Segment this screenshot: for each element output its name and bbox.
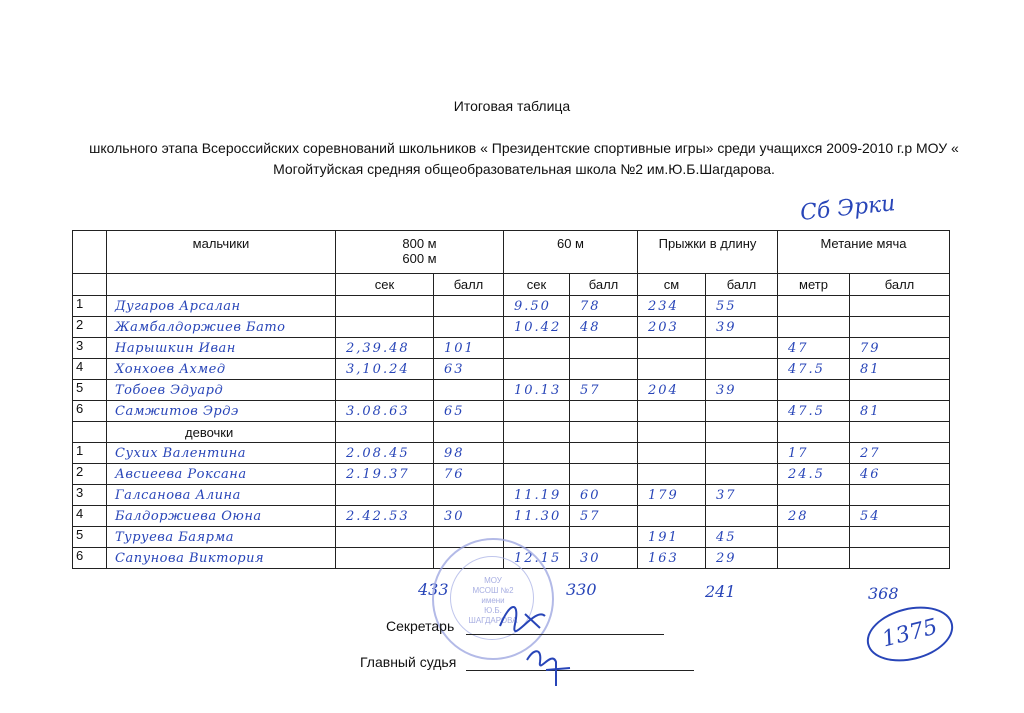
result-throw: 24.5	[778, 464, 850, 485]
points-800	[434, 317, 504, 338]
document-subtitle: школьного этапа Всероссийских соревнований школьников « Президентские спортивные игры» среди учащихся 2009-2010 г.р МОУ « Могойтуйская средняя общеобразовательная школа №2 им.Ю.Б.Шагдарова.	[89, 140, 959, 177]
points-jump	[706, 443, 778, 464]
table-row	[73, 401, 950, 422]
athlete-name: Тобоев Эдуард	[107, 380, 336, 401]
result-800: 3,10.24	[336, 359, 434, 380]
stamp-line: МОУ	[484, 576, 502, 585]
athlete-name: Хонхоев Ахмед	[107, 359, 336, 380]
empty-cell	[638, 422, 706, 443]
secretary-label: Секретарь	[386, 618, 455, 634]
result-800: 2.42.53	[336, 506, 434, 527]
points-jump	[706, 338, 778, 359]
result-jump: 203	[638, 317, 706, 338]
row-number: 5	[73, 527, 107, 548]
points-800	[434, 380, 504, 401]
points-throw	[850, 317, 950, 338]
athlete-name: Авсиеева Роксана	[107, 464, 336, 485]
result-60: 11.19	[504, 485, 570, 506]
header-800m-line1: 800 м	[402, 236, 437, 251]
result-60: 9.50	[504, 296, 570, 317]
points-jump: 29	[706, 548, 778, 569]
points-800: 98	[434, 443, 504, 464]
stamp-line: Ю.Б.	[484, 606, 502, 615]
header-600m-line2: 600 м	[402, 251, 437, 266]
points-throw	[850, 527, 950, 548]
result-60	[504, 401, 570, 422]
result-800: 2.08.45	[336, 443, 434, 464]
athlete-name: Самжитов Эрдэ	[107, 401, 336, 422]
result-60	[504, 359, 570, 380]
girls-section-row	[73, 422, 950, 443]
subheader-blank	[73, 274, 107, 296]
result-60	[504, 443, 570, 464]
header-long-jump: Прыжки в длину	[638, 231, 778, 274]
result-throw: 28	[778, 506, 850, 527]
points-800: 63	[434, 359, 504, 380]
empty-cell	[570, 422, 638, 443]
grand-total-circled: 1375	[861, 598, 959, 670]
result-800	[336, 527, 434, 548]
subheader-points-throw: балл	[850, 274, 950, 296]
points-800: 65	[434, 401, 504, 422]
empty-cell	[706, 422, 778, 443]
table-row	[73, 380, 950, 401]
result-jump	[638, 443, 706, 464]
athlete-name: Жамбалдоржиев Бато	[107, 317, 336, 338]
stamp-line: ШАГДАРОВА	[468, 616, 518, 625]
table-row	[73, 359, 950, 380]
result-jump: 191	[638, 527, 706, 548]
row-number: 3	[73, 485, 107, 506]
result-throw: 47.5	[778, 401, 850, 422]
result-jump	[638, 401, 706, 422]
result-jump: 163	[638, 548, 706, 569]
header-boys: мальчики	[107, 231, 336, 274]
header-800m	[336, 231, 504, 274]
table-row	[73, 338, 950, 359]
result-jump	[638, 464, 706, 485]
points-throw: 54	[850, 506, 950, 527]
row-number: 5	[73, 380, 107, 401]
result-jump: 179	[638, 485, 706, 506]
result-throw	[778, 380, 850, 401]
athlete-name: Дугаров Арсалан	[107, 296, 336, 317]
secretary-signature	[495, 596, 555, 642]
chief-judge-signature	[522, 640, 582, 696]
points-jump: 37	[706, 485, 778, 506]
points-60: 30	[570, 548, 638, 569]
points-throw	[850, 548, 950, 569]
result-800	[336, 317, 434, 338]
table-row	[73, 296, 950, 317]
subheader-points: балл	[434, 274, 504, 296]
points-800: 101	[434, 338, 504, 359]
points-60	[570, 338, 638, 359]
points-throw: 79	[850, 338, 950, 359]
result-60	[504, 338, 570, 359]
subheader-sec-60: сек	[504, 274, 570, 296]
result-800	[336, 296, 434, 317]
points-throw: 27	[850, 443, 950, 464]
chief-judge-label: Главный судья	[360, 654, 457, 670]
points-60	[570, 401, 638, 422]
result-800	[336, 380, 434, 401]
points-60: 78	[570, 296, 638, 317]
total-run-points: 433	[418, 580, 449, 599]
girls-label: девочки	[107, 422, 336, 443]
row-number: 1	[73, 443, 107, 464]
points-60: 60	[570, 485, 638, 506]
stamp-line: имени	[481, 596, 505, 605]
result-800	[336, 485, 434, 506]
points-jump	[706, 359, 778, 380]
result-60: 11.30	[504, 506, 570, 527]
subheader-points-60: балл	[570, 274, 638, 296]
table-row	[73, 464, 950, 485]
points-60	[570, 527, 638, 548]
points-60: 48	[570, 317, 638, 338]
subheader-blank-name	[107, 274, 336, 296]
empty-cell	[850, 422, 950, 443]
result-800: 2,39.48	[336, 338, 434, 359]
points-60: 57	[570, 380, 638, 401]
points-jump	[706, 464, 778, 485]
result-throw	[778, 317, 850, 338]
points-60: 57	[570, 506, 638, 527]
row-number: 2	[73, 317, 107, 338]
row-number: 4	[73, 359, 107, 380]
points-jump: 55	[706, 296, 778, 317]
empty-cell	[434, 422, 504, 443]
total-jump-points: 241	[705, 582, 736, 601]
result-60	[504, 464, 570, 485]
athlete-name: Нарышкин Иван	[107, 338, 336, 359]
table-row	[73, 317, 950, 338]
result-60: 10.13	[504, 380, 570, 401]
table-row	[73, 506, 950, 527]
points-throw: 81	[850, 401, 950, 422]
document-title: Итоговая таблица	[453, 98, 571, 114]
points-60	[570, 443, 638, 464]
athlete-name: Балдоржиева Оюна	[107, 506, 336, 527]
points-60	[570, 359, 638, 380]
row-number: 1	[73, 296, 107, 317]
result-jump	[638, 359, 706, 380]
header-ball-throw: Метание мяча	[778, 231, 950, 274]
result-800	[336, 548, 434, 569]
header-60m: 60 м	[504, 231, 638, 274]
empty-cell	[504, 422, 570, 443]
athlete-name: Сапунова Виктория	[107, 548, 336, 569]
result-800: 2.19.37	[336, 464, 434, 485]
row-number: 4	[73, 506, 107, 527]
points-800: 76	[434, 464, 504, 485]
points-jump: 39	[706, 317, 778, 338]
row-number: 2	[73, 464, 107, 485]
athlete-name: Туруева Баярма	[107, 527, 336, 548]
header-blank	[73, 231, 107, 274]
subheader-points-jump: балл	[706, 274, 778, 296]
points-jump	[706, 401, 778, 422]
row-number: 6	[73, 548, 107, 569]
row-number: 3	[73, 338, 107, 359]
points-jump: 39	[706, 380, 778, 401]
subheader-sec: сек	[336, 274, 434, 296]
empty-cell	[778, 422, 850, 443]
row-number: 6	[73, 401, 107, 422]
result-60: 10.42	[504, 317, 570, 338]
table-row	[73, 485, 950, 506]
points-throw	[850, 380, 950, 401]
stamp-line: МСОШ №2	[472, 586, 514, 595]
result-jump: 234	[638, 296, 706, 317]
girls-blank	[73, 422, 107, 443]
points-800	[434, 485, 504, 506]
result-throw	[778, 548, 850, 569]
empty-cell	[336, 422, 434, 443]
corner-handwritten-note: Сб Эрки	[798, 191, 897, 226]
result-throw: 47.5	[778, 359, 850, 380]
athlete-name: Сухих Валентина	[107, 443, 336, 464]
result-throw: 17	[778, 443, 850, 464]
result-throw	[778, 527, 850, 548]
points-throw: 46	[850, 464, 950, 485]
result-throw: 47	[778, 338, 850, 359]
points-jump	[706, 506, 778, 527]
points-throw	[850, 296, 950, 317]
result-800: 3.08.63	[336, 401, 434, 422]
points-throw	[850, 485, 950, 506]
subheader-meter: метр	[778, 274, 850, 296]
points-60	[570, 464, 638, 485]
points-800	[434, 296, 504, 317]
result-jump	[638, 506, 706, 527]
result-throw	[778, 296, 850, 317]
total-throw-points: 368	[868, 584, 899, 603]
points-800: 30	[434, 506, 504, 527]
total-sprint-points: 330	[566, 580, 597, 599]
athlete-name: Галсанова Алина	[107, 485, 336, 506]
result-throw	[778, 485, 850, 506]
subheader-cm: см	[638, 274, 706, 296]
results-table	[72, 230, 950, 569]
result-60: 12.15	[504, 548, 570, 569]
points-throw: 81	[850, 359, 950, 380]
result-jump: 204	[638, 380, 706, 401]
points-jump: 45	[706, 527, 778, 548]
table-row	[73, 443, 950, 464]
result-jump	[638, 338, 706, 359]
